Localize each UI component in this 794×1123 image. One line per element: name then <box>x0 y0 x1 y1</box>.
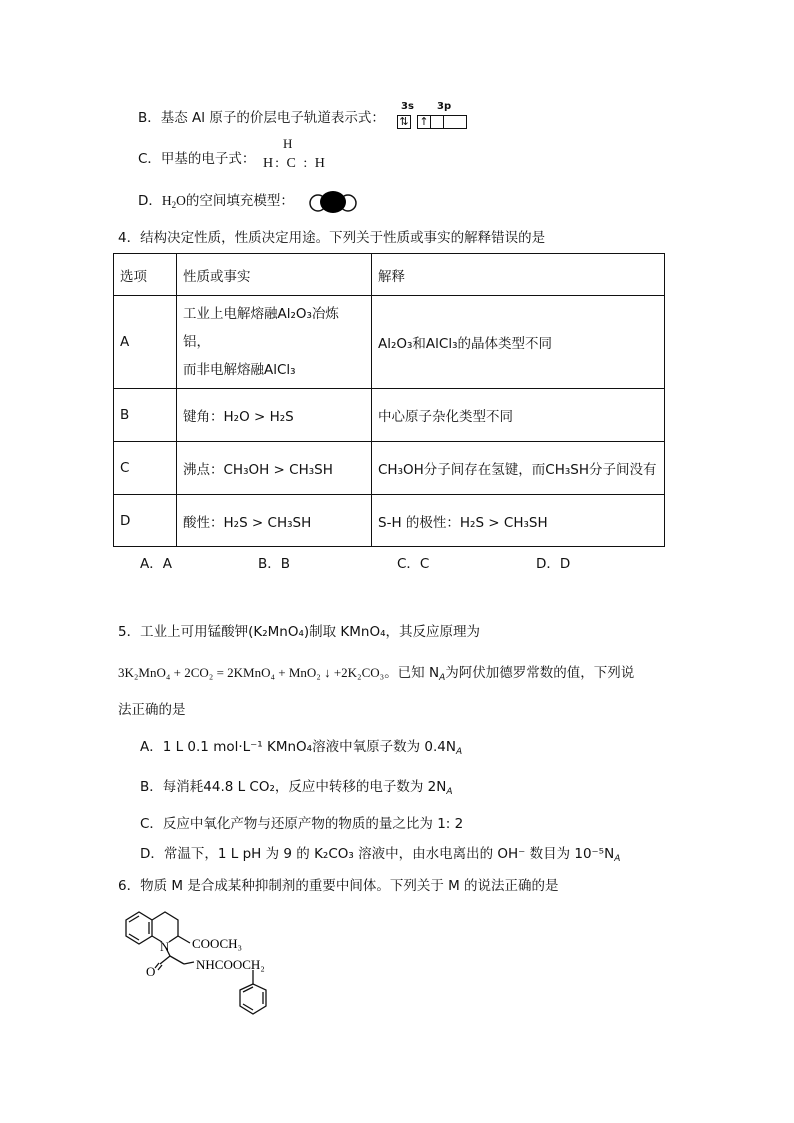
h2o-o: O <box>176 193 186 208</box>
table-header-row <box>114 254 665 296</box>
q6-stem: 6．物质 M 是合成某种抑制剂的重要中间体。下列关于 M 的说法正确的是 <box>118 878 559 894</box>
row-fact: 沸点：CH₃OH > CH₃SH <box>177 442 372 495</box>
row-option: B <box>114 389 177 442</box>
q5-option-a-sub: A <box>455 747 463 757</box>
row-fact-line2: 而非电解熔融AlCl₃ <box>183 362 296 378</box>
q5-stem-line2 <box>118 664 634 687</box>
q4-stem: 4．结构决定性质，性质决定用途。下列关于性质或事实的解释错误的是 <box>118 230 546 246</box>
q3-option-d-suffix: 的空间填充模型： <box>185 193 294 209</box>
table-row <box>114 296 665 389</box>
q3-option-b-text: B．基态 Al 原子的价层电子轨道表示式： <box>138 110 385 126</box>
compound-m-structure <box>118 898 298 1028</box>
row-option: A <box>114 296 177 389</box>
methyl-electron-formula: H: C : H <box>263 156 327 171</box>
q3-option-c-text: C．甲基的电子式： <box>138 151 256 167</box>
q5-stem-line1: 5．工业上可用锰酸钾(K₂MnO₄)制取 KMnO₄，其反应原理为 <box>118 624 481 640</box>
q4-answer-d: D．D <box>536 556 571 572</box>
structure-n-label: N <box>160 939 170 954</box>
h2o-space-filling-model <box>306 189 358 215</box>
q4-answer-b: B．B <box>258 556 291 572</box>
q5-option-d-text: D．常温下，1 L pH 为 9 的 K₂CO₃ 溶液中，由水电离出的 OH⁻ 数目为 10⁻⁵N <box>140 846 615 862</box>
q5-option-b-sub: A <box>446 787 453 797</box>
header-option: 选项 <box>114 254 177 296</box>
orbital-label-3p: 3p <box>437 101 452 112</box>
q5-option-c: C．反应中氧化产物与还原产物的物质的量之比为 1: 2 <box>140 816 464 832</box>
q5-line2-rest: 。已知 N <box>384 665 440 681</box>
q3-option-c <box>138 150 255 168</box>
q5-stem-line3: 法正确的是 <box>118 702 186 718</box>
q4-answer-a: A．A <box>140 556 172 572</box>
orbital-box-3p-1: ↑ <box>417 115 431 129</box>
orbital-diagram <box>397 101 469 131</box>
methyl-h-top: H <box>283 136 293 151</box>
row-fact: 键角：H₂O > H₂S <box>177 389 372 442</box>
q3-option-d <box>138 192 294 214</box>
q5-option-a-text: A．1 L 0.1 mol·L⁻¹ KMnO₄溶液中氧原子数为 0.4N <box>140 739 456 755</box>
o-atom <box>320 191 346 213</box>
structure-coome-label: COOCH₃ <box>192 936 243 951</box>
header-explain: 解释 <box>372 254 665 296</box>
h2o-sub: 2 <box>171 200 177 210</box>
saturated-ring <box>152 912 178 936</box>
q5-option-b <box>140 778 453 801</box>
benzene-ring-fused <box>126 912 152 944</box>
q5-option-b-text: B．每消耗44.8 L CO₂，反应中转移的电子数为 2N <box>140 779 447 795</box>
row-explain: CH₃OH分子间存在氢键，而CH₃SH分子间没有 <box>372 442 665 495</box>
row-explain: Al₂O₃和AlCl₃的晶体类型不同 <box>372 296 665 389</box>
orbital-box-3p-2 <box>430 115 444 129</box>
table-row <box>114 389 665 442</box>
row-fact-line1: 工业上电解熔融Al₂O₃冶炼铝， <box>183 306 339 350</box>
q5-equation: 3K₂MnO₄ + 2CO₂ = 2KMnO₄ + MnO₂ ↓ +2K₂CO₃ <box>118 665 385 680</box>
orbital-label-3s: 3s <box>401 101 414 112</box>
q5-option-d <box>140 845 620 868</box>
q3-option-b <box>138 109 385 127</box>
q5-option-d-sub: A <box>614 854 621 864</box>
q5-option-a <box>140 738 462 761</box>
row-option: D <box>114 495 177 547</box>
q3-option-d-prefix: D． <box>138 193 162 209</box>
table-row <box>114 442 665 495</box>
row-explain: S-H 的极性：H₂S > CH₃SH <box>372 495 665 547</box>
row-option: C <box>114 442 177 495</box>
q4-answer-c: C．C <box>397 556 430 572</box>
table-row <box>114 495 665 547</box>
h2o-h: H <box>161 193 172 208</box>
q5-line2-end: 为阿伏加德罗常数的值，下列说 <box>445 665 635 681</box>
row-fact <box>177 296 372 389</box>
structure-o-label: O <box>146 964 156 979</box>
row-explain: 中心原子杂化类型不同 <box>372 389 665 442</box>
q4-table <box>113 253 665 547</box>
structure-nh-label: NHCOOCH₂ <box>196 957 265 972</box>
row-fact: 酸性：H₂S > CH₃SH <box>177 495 372 547</box>
q5-line2-sub-a: A <box>439 673 446 683</box>
header-fact: 性质或事实 <box>177 254 372 296</box>
orbital-box-3s: ⇅ <box>397 115 411 129</box>
orbital-box-3p-3 <box>443 115 467 129</box>
